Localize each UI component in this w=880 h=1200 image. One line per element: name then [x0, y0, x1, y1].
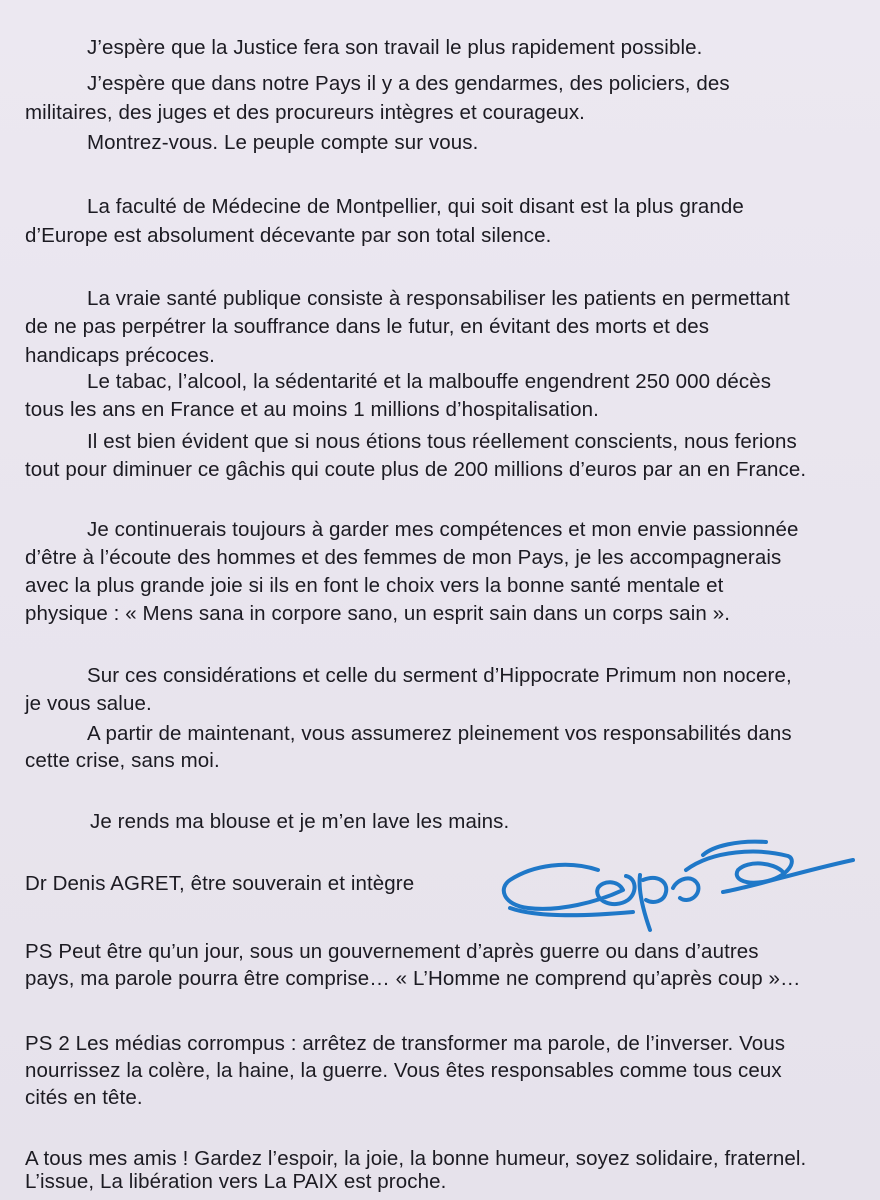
- signoff-name: Dr Denis AGRET, être souverain et intègre: [25, 872, 415, 895]
- ps1-line-2: pays, ma parole pourra être comprise… « L’Homme ne comprend qu’après coup »…: [25, 967, 801, 990]
- paragraph-competences-line-4: physique : « Mens sana in corpore sano, un esprit sain dans un corps sain ».: [25, 602, 731, 625]
- paragraph-sante-line-2: de ne pas perpétrer la souffrance dans le futur, en évitant des morts et des: [25, 315, 710, 338]
- paragraph-tabac-line-2: tous les ans en France et au moins 1 millions d’hospitalisation.: [25, 398, 599, 421]
- paragraph-gendarmes-line-1: J’espère que dans notre Pays il y a des gendarmes, des policiers, des: [87, 72, 730, 95]
- paragraph-conscients-line-1: Il est bien évident que si nous étions tous réellement conscients, nous ferions: [87, 430, 797, 453]
- paragraph-faculte-line-1: La faculté de Médecine de Montpellier, qui soit disant est la plus grande: [87, 195, 744, 218]
- paragraph-tabac-line-1: Le tabac, l’alcool, la sédentarité et la malbouffe engendrent 250 000 décès: [87, 370, 772, 393]
- ps2-line-1: PS 2 Les médias corrompus : arrêtez de transformer ma parole, de l’inverser. Vous: [25, 1032, 786, 1055]
- paragraph-sante-line-1: La vraie santé publique consiste à responsabiliser les patients en permettant: [87, 287, 790, 310]
- paragraph-responsabilites-line-1: A partir de maintenant, vous assumerez pleinement vos responsabilités dans: [87, 722, 792, 745]
- paragraph-faculte-line-2: d’Europe est absolument décevante par son total silence.: [25, 224, 552, 247]
- paragraph-competences-line-3: avec la plus grande joie si ils en font le choix vers la bonne santé mentale et: [25, 574, 724, 597]
- paragraph-responsabilites-line-2: cette crise, sans moi.: [25, 749, 220, 772]
- paragraph-competences-line-2: d’être à l’écoute des hommes et des femmes de mon Pays, je les accompagnerais: [25, 546, 782, 569]
- paragraph-considerations-line-1: Sur ces considérations et celle du serment d’Hippocrate Primum non nocere,: [87, 664, 792, 687]
- closing-line-2: L’issue, La libération vers La PAIX est proche.: [25, 1170, 447, 1193]
- ps2-line-2: nourrissez la colère, la haine, la guerre. Vous êtes responsables comme tous ceux: [25, 1059, 782, 1082]
- paragraph-competences-line-1: Je continuerais toujours à garder mes compétences et mon envie passionnée: [87, 518, 799, 541]
- paragraph-considerations-line-2: je vous salue.: [25, 692, 152, 715]
- handwritten-signature: [498, 830, 868, 935]
- paragraph-montrez-line-1: Montrez-vous. Le peuple compte sur vous.: [87, 131, 479, 154]
- closing-line-1: A tous mes amis ! Gardez l’espoir, la joie, la bonne humeur, soyez solidaire, fraternel.: [25, 1147, 807, 1170]
- paragraph-sante-line-3: handicaps précoces.: [25, 344, 215, 367]
- ps2-line-3: cités en tête.: [25, 1086, 143, 1109]
- ps1-line-1: PS Peut être qu’un jour, sous un gouvernement d’après guerre ou dans d’autres: [25, 940, 759, 963]
- paragraph-blouse-line-1: Je rends ma blouse et je m’en lave les mains.: [90, 810, 510, 833]
- paragraph-gendarmes-line-2: militaires, des juges et des procureurs intègres et courageux.: [25, 101, 585, 124]
- paragraph-justice-line-1: J’espère que la Justice fera son travail le plus rapidement possible.: [87, 36, 703, 59]
- paragraph-conscients-line-2: tout pour diminuer ce gâchis qui coute plus de 200 millions d’euros par an en France.: [25, 458, 807, 481]
